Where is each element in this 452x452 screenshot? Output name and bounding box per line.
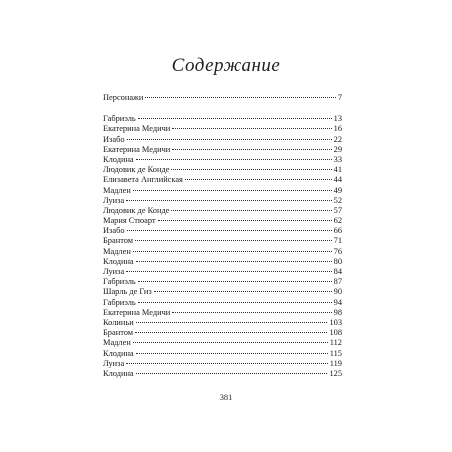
toc-entry-label: Мадлен — [103, 185, 131, 195]
toc-entry-label: Габриэль — [103, 297, 136, 307]
toc-entry-page: 87 — [333, 277, 342, 287]
toc-entry-page: 76 — [333, 246, 342, 256]
toc-entry-label: Изабо — [103, 226, 125, 236]
table-of-contents — [103, 92, 342, 378]
dot-leader — [136, 152, 332, 160]
dot-leader — [136, 315, 328, 323]
dot-leader — [136, 346, 328, 354]
toc-entry-label: Колиньи — [103, 317, 134, 327]
toc-entry-label: Габриэль — [103, 114, 136, 124]
toc-entry-page: 66 — [333, 226, 342, 236]
toc-entry-label: Мария Стюарт — [103, 216, 156, 226]
toc-entry-label: Изабо — [103, 134, 125, 144]
toc-entry-label: Екатерина Медичи — [103, 307, 171, 317]
toc-entry-page: 22 — [333, 134, 342, 144]
toc-entry-label: Габриэль — [103, 277, 136, 287]
dot-leader — [136, 254, 332, 262]
toc-entry-page: 98 — [333, 307, 342, 317]
dot-leader — [138, 274, 332, 282]
dot-leader — [126, 356, 328, 364]
toc-entry-page: 115 — [329, 348, 342, 358]
toc-entry-label: Мадлен — [103, 338, 131, 348]
toc-entry-page: 7 — [337, 93, 342, 102]
toc-entry-page: 41 — [333, 165, 342, 175]
dot-leader — [158, 213, 332, 221]
toc-entry-page: 49 — [333, 185, 342, 195]
toc-entry-label: Клодина — [103, 368, 134, 378]
toc-entry-page: 13 — [333, 114, 342, 124]
toc-entry-page: 112 — [329, 338, 342, 348]
dot-leader — [133, 183, 332, 191]
toc-entry-page: 71 — [333, 236, 342, 246]
toc-entry-label: Екатерина Медичи — [103, 144, 171, 154]
dot-leader — [172, 142, 331, 150]
toc-entry-label: Клодина — [103, 154, 134, 164]
toc-entry-page: 33 — [333, 154, 342, 164]
dot-leader — [138, 111, 332, 119]
dot-leader — [135, 325, 327, 333]
toc-entry-page: 44 — [333, 175, 342, 185]
toc-entry-page: 80 — [333, 256, 342, 266]
toc-entry-label: Луиза — [103, 195, 125, 205]
toc-entry-label: Луиза — [103, 358, 125, 368]
toc-entry-page: 52 — [333, 195, 342, 205]
toc-entry-page: 90 — [333, 287, 342, 297]
toc-entry-label: Мадлен — [103, 246, 131, 256]
toc-entry-label: Персонажи — [103, 93, 144, 102]
dot-leader — [172, 305, 331, 313]
toc-entry-page: 103 — [329, 317, 342, 327]
toc-entry-page: 119 — [329, 358, 342, 368]
dot-leader — [127, 132, 332, 140]
dot-leader — [138, 295, 332, 303]
dot-leader — [185, 172, 332, 180]
toc-entry-page: 29 — [333, 144, 342, 154]
dot-leader — [145, 90, 335, 98]
toc-entry-label: Елизавета Английская — [103, 175, 183, 185]
toc-entry-label: Брантом — [103, 236, 134, 246]
dot-leader — [154, 284, 332, 292]
toc-entry-label: Людовик де Конде — [103, 165, 170, 175]
dot-leader — [171, 162, 331, 170]
dot-leader — [133, 244, 332, 252]
toc-entry-label: Шарль де Гиз — [103, 287, 152, 297]
toc-entry-label: Клодина — [103, 256, 134, 266]
dot-leader — [133, 335, 328, 343]
toc-row — [103, 368, 342, 378]
toc-entry-page: 94 — [333, 297, 342, 307]
dot-leader — [171, 203, 331, 211]
toc-entry-label: Клодина — [103, 348, 134, 358]
toc-entry-page: 57 — [333, 205, 342, 215]
toc-entry-page: 84 — [333, 267, 342, 276]
toc-entry-page: 108 — [329, 328, 342, 338]
dot-leader — [172, 121, 331, 129]
page-title: Содержание — [171, 55, 281, 76]
dot-leader — [126, 264, 331, 272]
dot-leader — [136, 366, 328, 374]
toc-entry-page: 16 — [333, 124, 342, 134]
dot-leader — [127, 223, 332, 231]
toc-entry-page: 62 — [333, 216, 342, 226]
toc-entry-label: Людовик де Конде — [103, 205, 170, 215]
toc-entry-label: Брантом — [103, 328, 134, 338]
page-number: 381 — [219, 393, 233, 402]
toc-entry-page: 125 — [329, 368, 342, 378]
toc-entry-label: Екатерина Медичи — [103, 124, 171, 134]
toc-row — [103, 92, 342, 102]
dot-leader — [135, 233, 332, 241]
toc-entry-label: Луиза — [103, 267, 125, 276]
dot-leader — [126, 193, 331, 201]
